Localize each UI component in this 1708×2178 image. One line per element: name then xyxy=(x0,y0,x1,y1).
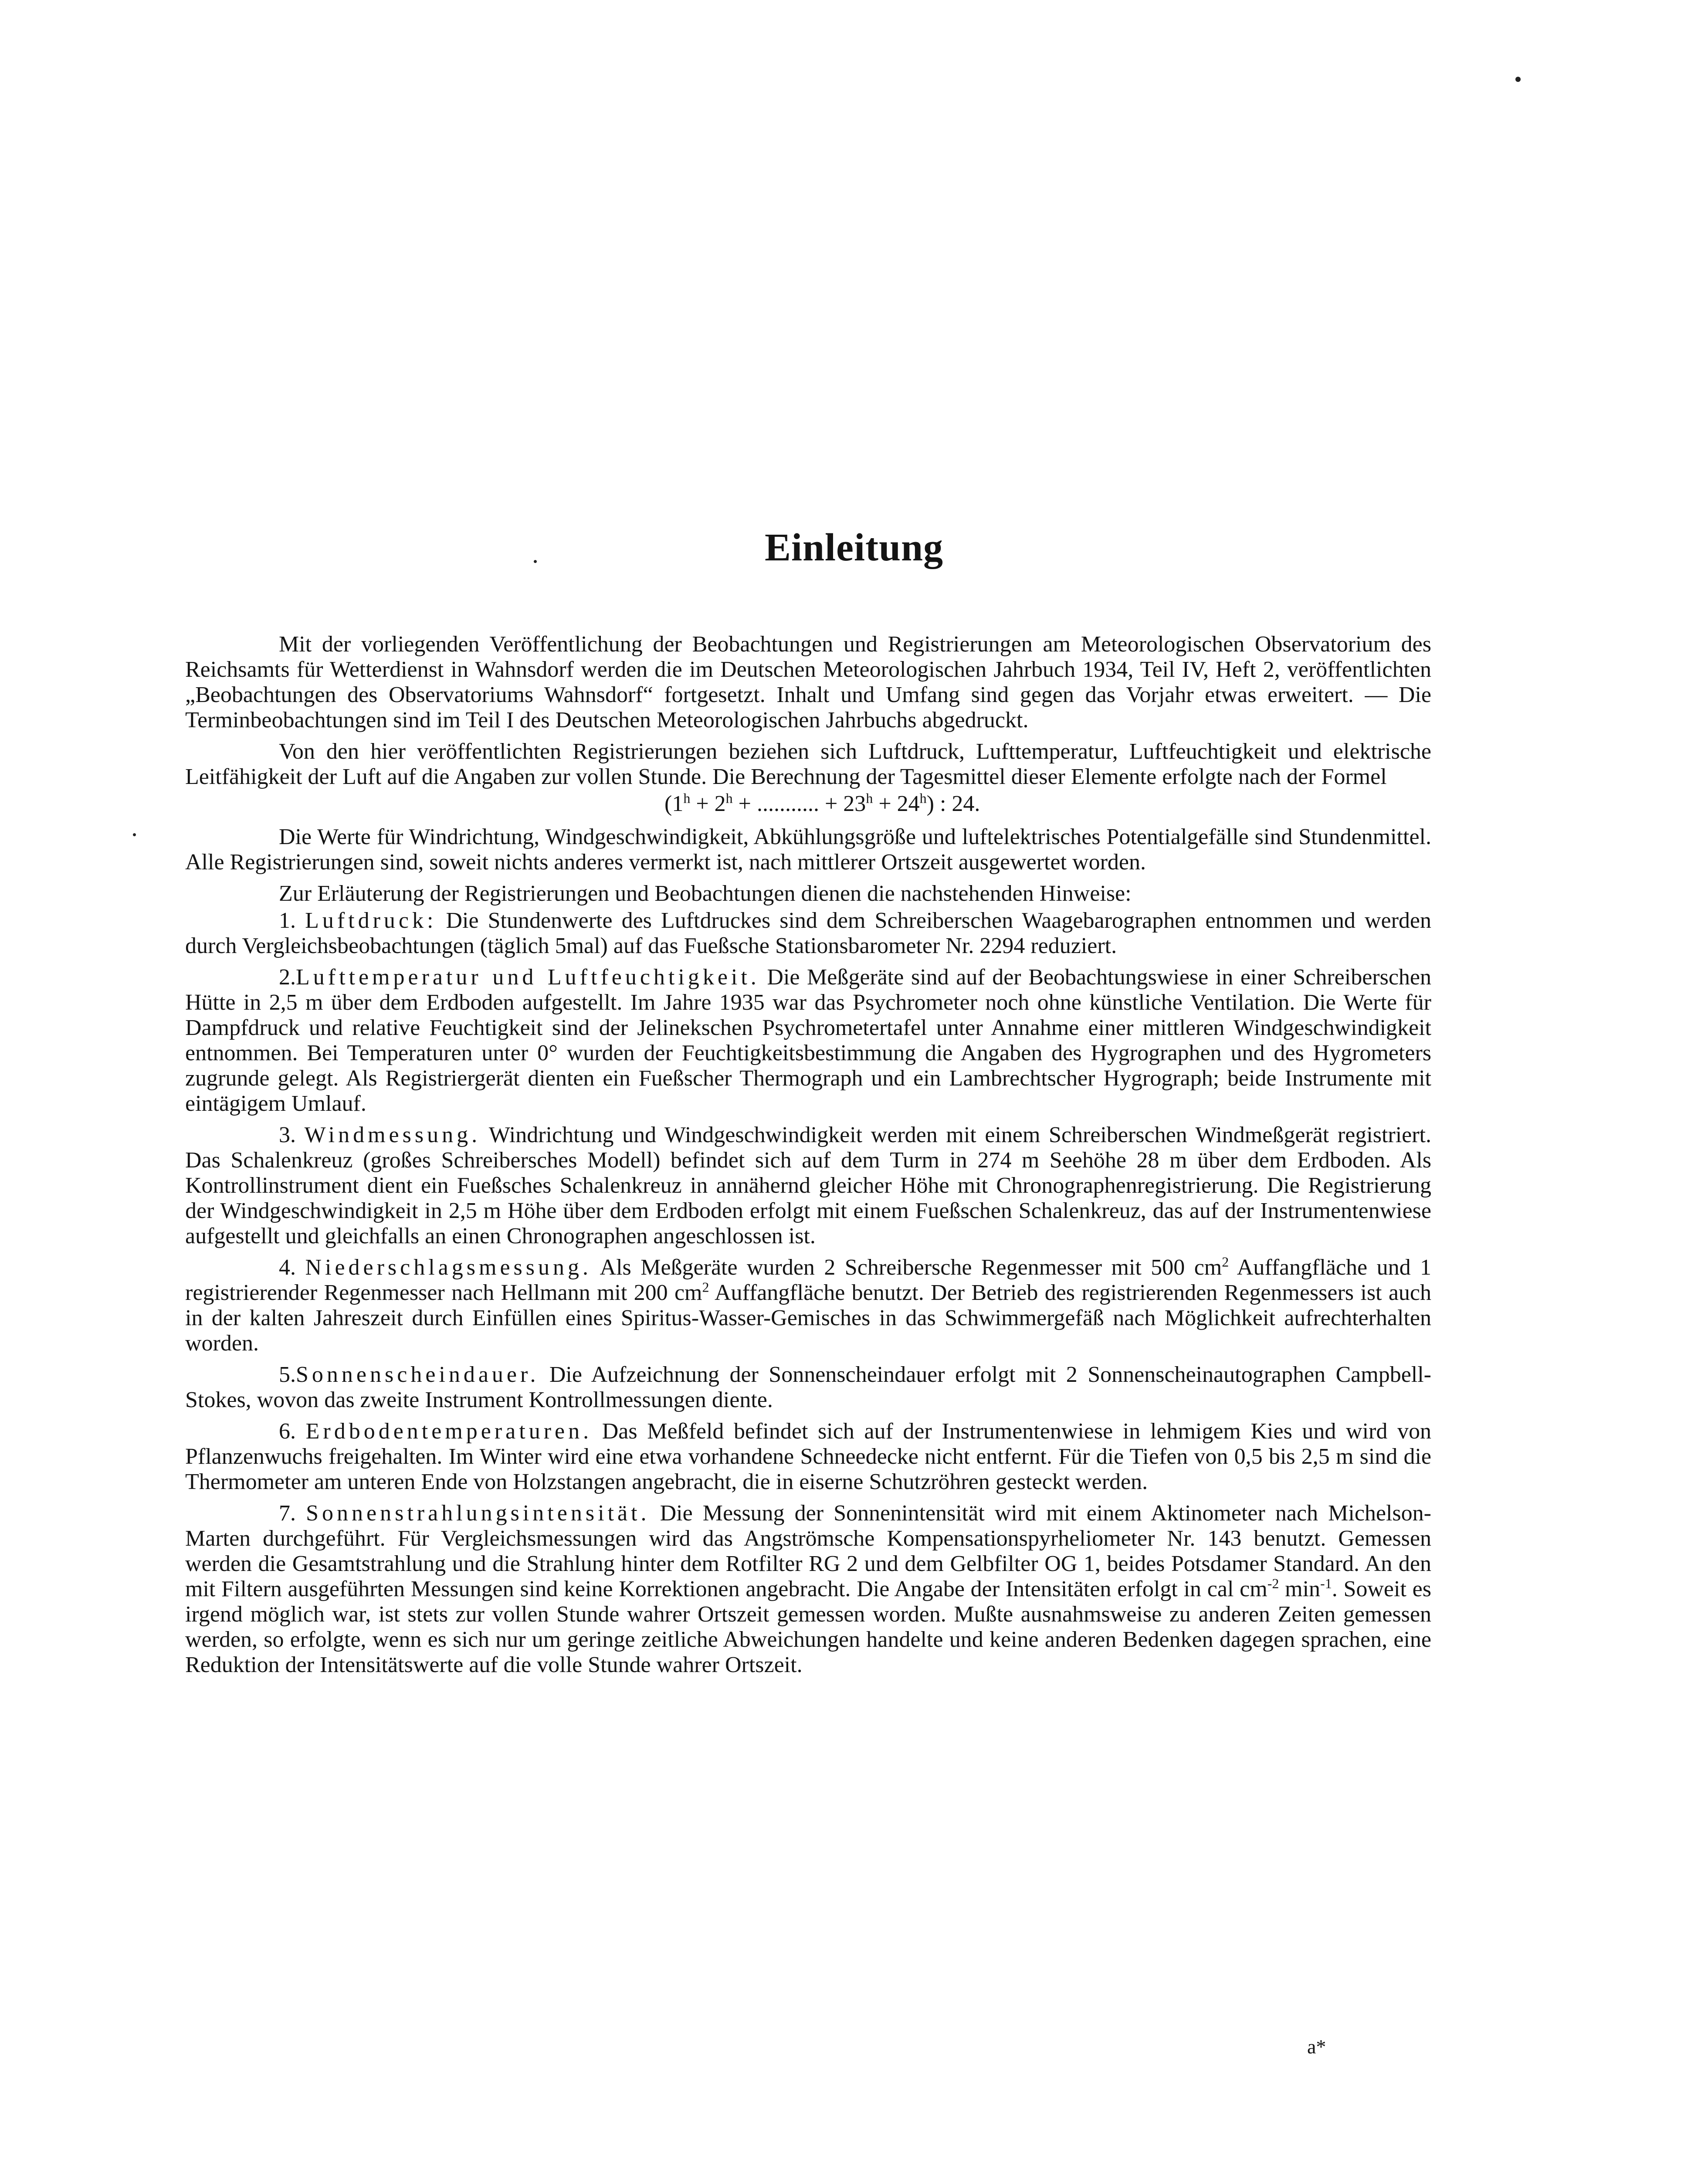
section-heading: Erdbodentemperaturen. xyxy=(305,1419,593,1444)
section-text: Das Meßfeld befindet sich auf der Instrumentenwiese in lehmigem Kies und wird von Pflanzenwuchs freigehalten. Im Winter wird eine etwa vorhandene Schneedecke nicht entfernt. Für die Tiefen von 0,5 bis 2,5 m sind die Thermometer am unteren Ende von Holzstangen angebracht, die in eiserne Schutzröhren gesteckt werden. xyxy=(185,1419,1432,1494)
formula-hour-sup: h xyxy=(919,790,927,806)
section-text: Windrichtung und Windgeschwindigkeit werden mit einem Schreiberschen Windmeßgerät registriert. Das Schalenkreuz (großes Schreibersches Modell) befindet sich auf dem Turm in 274 m Seehöhe 28 m über dem Erdboden. Als Kontrollinstrument dient ein Fueßsches Schalenkreuz in annähernd gleicher Höhe mit Chronographenregistrierung. Die Registrierung der Windgeschwindigkeit in 2,5 m Höhe über dem Erdboden erfolgt mit einem Fueßschen Schalenkreuz, das auf der Instrumentenwiese aufgestellt und gleichfalls an einen Chronographen angeschlossen ist. xyxy=(185,1123,1432,1248)
formula-close: ) : 24. xyxy=(926,791,980,816)
scan-speck xyxy=(133,833,136,836)
section-heading: Sonnenstrahlungsintensität. xyxy=(306,1501,650,1526)
formula-hour-sup: h xyxy=(866,790,873,806)
intro-paragraph-1: Mit der vorliegenden Veröffentlichung der Beobachtungen und Registrierungen am Meteorologischen Observatorium des Reichsamts für Wetterdienst in Wahnsdorf werden die im Deutschen Meteorologischen Jahrbuch 1934, Teil IV, Heft 2, veröffentlichten „Beobachtungen des Observatoriums Wahnsdorf“ fortgesetzt. Inhalt und Umfang sind gegen das Vorjahr etwas erweitert. — Die Terminbeobachtungen sind im Teil I des Deutschen Meteorologischen Jahrbuchs abgedruckt. xyxy=(185,632,1431,733)
section-windmessung xyxy=(185,1123,1431,1249)
section-text: Auffangfläche benutzt. Der Betrieb des registrierenden Regenmessers ist auch in der kalten Jahreszeit durch Einfüllen eines Spiritus-Wasser-Gemisches in das Schwimmergefäß nach Möglichkeit aufrechterhalten worden. xyxy=(185,1280,1431,1356)
section-text: Die Stundenwerte des Luftdruckes sind dem Schreiberschen Waagebarographen entnommen und werden durch Vergleichsbeobachtungen (täglich 5mal) auf das Fueßsche Stationsbarometer Nr. 2294 reduziert. xyxy=(185,908,1432,958)
section-text: Die Meßgeräte sind auf der Beobachtungswiese in einer Schreiberschen Hütte in 2,5 m über dem Erdboden aufgestellt. Im Jahre 1935 war das Psychrometer noch ohne künstliche Ventilation. Die Werte für Dampfdruck und relative Feuchtigkeit sind der Jelinekschen Psychrometertafel unter Annahme einer mittleren Windgeschwindigkeit entnommen. Bei Temperaturen unter 0° wurden der Feuchtigkeitsbestimmung die Angaben des Hygrographen und des Hygrometers zugrunde gelegt. Als Registriergerät dienten ein Fueßscher Thermograph und ein Lambrechtscher Hygrograph; beide Instrumente mit eintägigem Umlauf. xyxy=(185,965,1431,1116)
formula-open: (1 xyxy=(664,791,684,816)
daily-mean-formula xyxy=(185,791,1431,817)
unit-exponent: -1 xyxy=(1320,1575,1332,1591)
scan-speck xyxy=(1515,77,1521,82)
section-text: Auffangfläche und 1 registrierender Regenmesser nach Hellmann mit 200 cm xyxy=(185,1255,1431,1305)
section-number: 6. xyxy=(279,1419,296,1444)
section-text: Die Aufzeichnung der Sonnenscheindauer erfolgt mit 2 Sonnenscheinautographen Campbell-Stokes, wovon das zweite Instrument Kontrollmessungen diente. xyxy=(185,1362,1431,1412)
section-heading: Luftdruck: xyxy=(305,908,437,933)
intro-paragraph-4: Zur Erläuterung der Registrierungen und Beobachtungen dienen die nachstehenden Hinweise: xyxy=(279,881,1132,906)
section-text: Als Meßgeräte wurden 2 Schreibersche Regenmesser mit 500 cm xyxy=(592,1255,1222,1280)
unit-exponent: -2 xyxy=(1267,1575,1279,1591)
section-luftdruck xyxy=(185,908,1431,959)
section-heading: Lufttemperatur und Luftfeuchtigkeit. xyxy=(296,965,760,990)
section-text: min xyxy=(1279,1577,1321,1601)
document-body xyxy=(185,632,1431,1684)
intro-paragraph-2: Von den hier veröffentlichten Registrierungen beziehen sich Luftdruck, Lufttemperatur, Luftfeuchtigkeit und elektrische Leitfähigkeit der Luft auf die Angaben zur vollen Stunde. Die Berechnung der Tagesmittel dieser Elemente erfolgte nach der Formel xyxy=(185,739,1431,789)
section-text: . Soweit es irgend möglich war, ist stets zur vollen Stunde wahrer Ortszeit gemessen worden. Mußte ausnahmsweise zu anderen Zeiten gemessen werden, so erfolgte, wenn es sich nur um geringe zeitliche Abweichungen handelte und keine anderen Bedenken dagegen sprachen, eine Reduktion der Intensitätswerte auf die volle Stunde wahrer Ortszeit. xyxy=(185,1577,1431,1677)
section-number: 2. xyxy=(279,965,296,990)
formula-hour-sup: h xyxy=(725,790,733,806)
formula-dots: + ........... + 23 xyxy=(732,791,866,816)
formula-hour-sup: h xyxy=(683,790,691,806)
section-number: 5. xyxy=(279,1362,296,1387)
signature-mark: a* xyxy=(1307,2036,1326,2058)
section-number: 7. xyxy=(279,1501,296,1526)
intro-paragraph-3: Die Werte für Windrichtung, Windgeschwindigkeit, Abkühlungsgröße und luftelektrisches Potentialgefälle sind Stundenmittel. Alle Registrierungen sind, soweit nichts anderes vermerkt ist, nach mittlerer Ortszeit ausgewertet worden. xyxy=(185,824,1431,875)
section-heading: Niederschlagsmessung. xyxy=(305,1255,592,1280)
section-number: 1. xyxy=(279,908,296,933)
section-strahlung xyxy=(185,1501,1431,1678)
section-lufttemperatur xyxy=(185,965,1431,1116)
unit-exponent: 2 xyxy=(1222,1254,1229,1270)
section-erdboden xyxy=(185,1419,1431,1495)
section-niederschlag xyxy=(185,1255,1431,1356)
formula-term-2: + 2 xyxy=(690,791,726,816)
section-heading: Sonnenscheindauer. xyxy=(296,1362,539,1387)
unit-exponent: 2 xyxy=(702,1279,709,1295)
formula-term-24: + 24 xyxy=(873,791,920,816)
section-text: Die Messung der Sonnenintensität wird mit einem Aktinometer nach Michelson-Marten durchgeführt. Für Vergleichsmessungen wird das Angströmsche Kompensationspyrheliometer Nr. 143 benutzt. Gemessen werden die Gesamtstrahlung und die Strahlung hinter dem Rotfilter RG 2 und dem Gelbfilter OG 1, beides Potsdamer Standard. An den mit Filtern ausgeführten Messungen sind keine Korrektionen angebracht. Die Angabe der Intensitäten erfolgt in cal cm xyxy=(185,1501,1431,1601)
section-number: 4. xyxy=(279,1255,296,1280)
section-sonnenschein xyxy=(185,1362,1431,1413)
page-title: Einleitung xyxy=(764,526,944,569)
section-number: 3. xyxy=(279,1123,296,1147)
section-heading: Windmessung. xyxy=(304,1123,481,1147)
